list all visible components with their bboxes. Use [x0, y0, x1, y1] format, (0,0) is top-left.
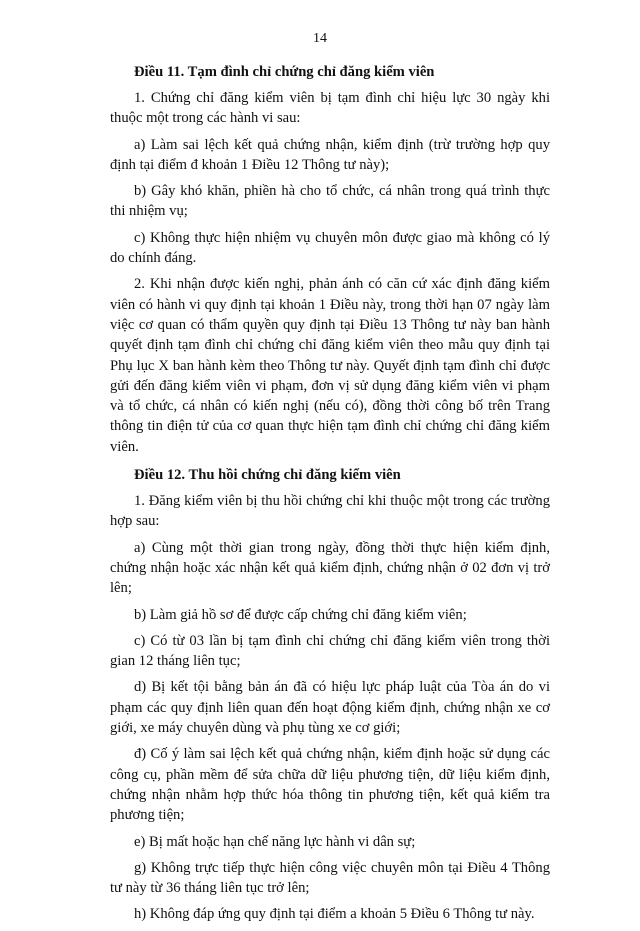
article-12-point-g: g) Không trực tiếp thực hiện công việc chuyên môn tại Điều 4 Thông tư này từ 36 tháng liên tục trở lên; [110, 859, 550, 897]
article-12-point-e: e) Bị mất hoặc hạn chế năng lực hành vi dân sự; [134, 833, 416, 850]
article-11-point-b: b) Gây khó khăn, phiền hà cho tổ chức, cá nhân trong quá trình thực thi nhiệm vụ; [110, 183, 550, 220]
article-12-point-h: h) Không đáp ứng quy định tại điểm a khoản 5 Điều 6 Thông tư này. [134, 906, 535, 923]
article-11-point-a: a) Làm sai lệch kết quả chứng nhận, kiểm định (trừ trường hợp quy định tại điểm đ khoản 1 Điều 12 Thông tư này); [110, 136, 550, 173]
article-12-point-c: c) Có từ 03 lần bị tạm đình chỉ chứng chỉ đăng kiểm viên trong thời gian 12 tháng liên tục; [110, 632, 550, 670]
article-12-point-d: d) Bị kết tội bằng bản án đã có hiệu lực pháp luật của Tòa án do vi phạm các quy định liên quan đến hoạt động kiểm định, chứng nhận xe cơ giới, xe máy chuyên dùng và phụ tùng xe cơ giới; [110, 679, 550, 737]
page-number: 14 [313, 31, 327, 46]
article-11-clause-1: 1. Chứng chỉ đăng kiểm viên bị tạm đình chỉ hiệu lực 30 ngày khi thuộc một trong các hành vi sau: [110, 90, 550, 127]
article-11-clause-2: 2. Khi nhận được kiến nghị, phản ánh có căn cứ xác định đăng kiểm viên có hành vi quy định tại khoản 1 Điều này, trong thời hạn 07 ngày làm việc cơ quan có thẩm quyền quy định tại Điều 13 Thông tư này ban hành quyết định tạm đình chỉ chứng chỉ đăng kiểm viên theo mẫu quy định tại Phụ lục X ban hành kèm theo Thông tư này. Quyết định tạm đình chỉ được gửi đến đăng kiểm viên vi phạm, đơn vị sử dụng đăng kiểm viên vi phạm và tổ chức, cá nhân có kiến nghị (nếu có), đồng thời công bố trên Trang thông tin điện tử của cơ quan thực hiện tạm đình chỉ chứng chỉ đăng kiểm viên. [110, 276, 550, 455]
document-body [110, 62, 550, 931]
article-11-heading: Điều 11. Tạm đình chỉ chứng chỉ đăng kiểm viên [134, 64, 435, 80]
article-12-point-dd: đ) Cố ý làm sai lệch kết quả chứng nhận, kiểm định hoặc sử dụng các công cụ, phần mềm để sửa chữa dữ liệu phương tiện, dữ liệu kiểm định, chứng nhận nhằm hợp thức hóa thông tin phương tiện, kết quả kiểm tra phương tiện; [110, 746, 550, 824]
article-12-heading: Điều 12. Thu hồi chứng chỉ đăng kiểm viên [134, 467, 401, 484]
article-11-point-c: c) Không thực hiện nhiệm vụ chuyên môn được giao mà không có lý do chính đáng. [110, 229, 550, 267]
article-12-point-b: b) Làm giả hồ sơ để được cấp chứng chỉ đăng kiểm viên; [134, 606, 467, 623]
article-12-clause-1: 1. Đăng kiểm viên bị thu hồi chứng chỉ khi thuộc một trong các trường hợp sau: [110, 493, 550, 530]
article-12-point-a: a) Cùng một thời gian trong ngày, đồng thời thực hiện kiểm định, chứng nhận hoặc xác nhận kết quả kiểm định, chứng nhận ở 02 đơn vị trở lên; [110, 539, 550, 597]
